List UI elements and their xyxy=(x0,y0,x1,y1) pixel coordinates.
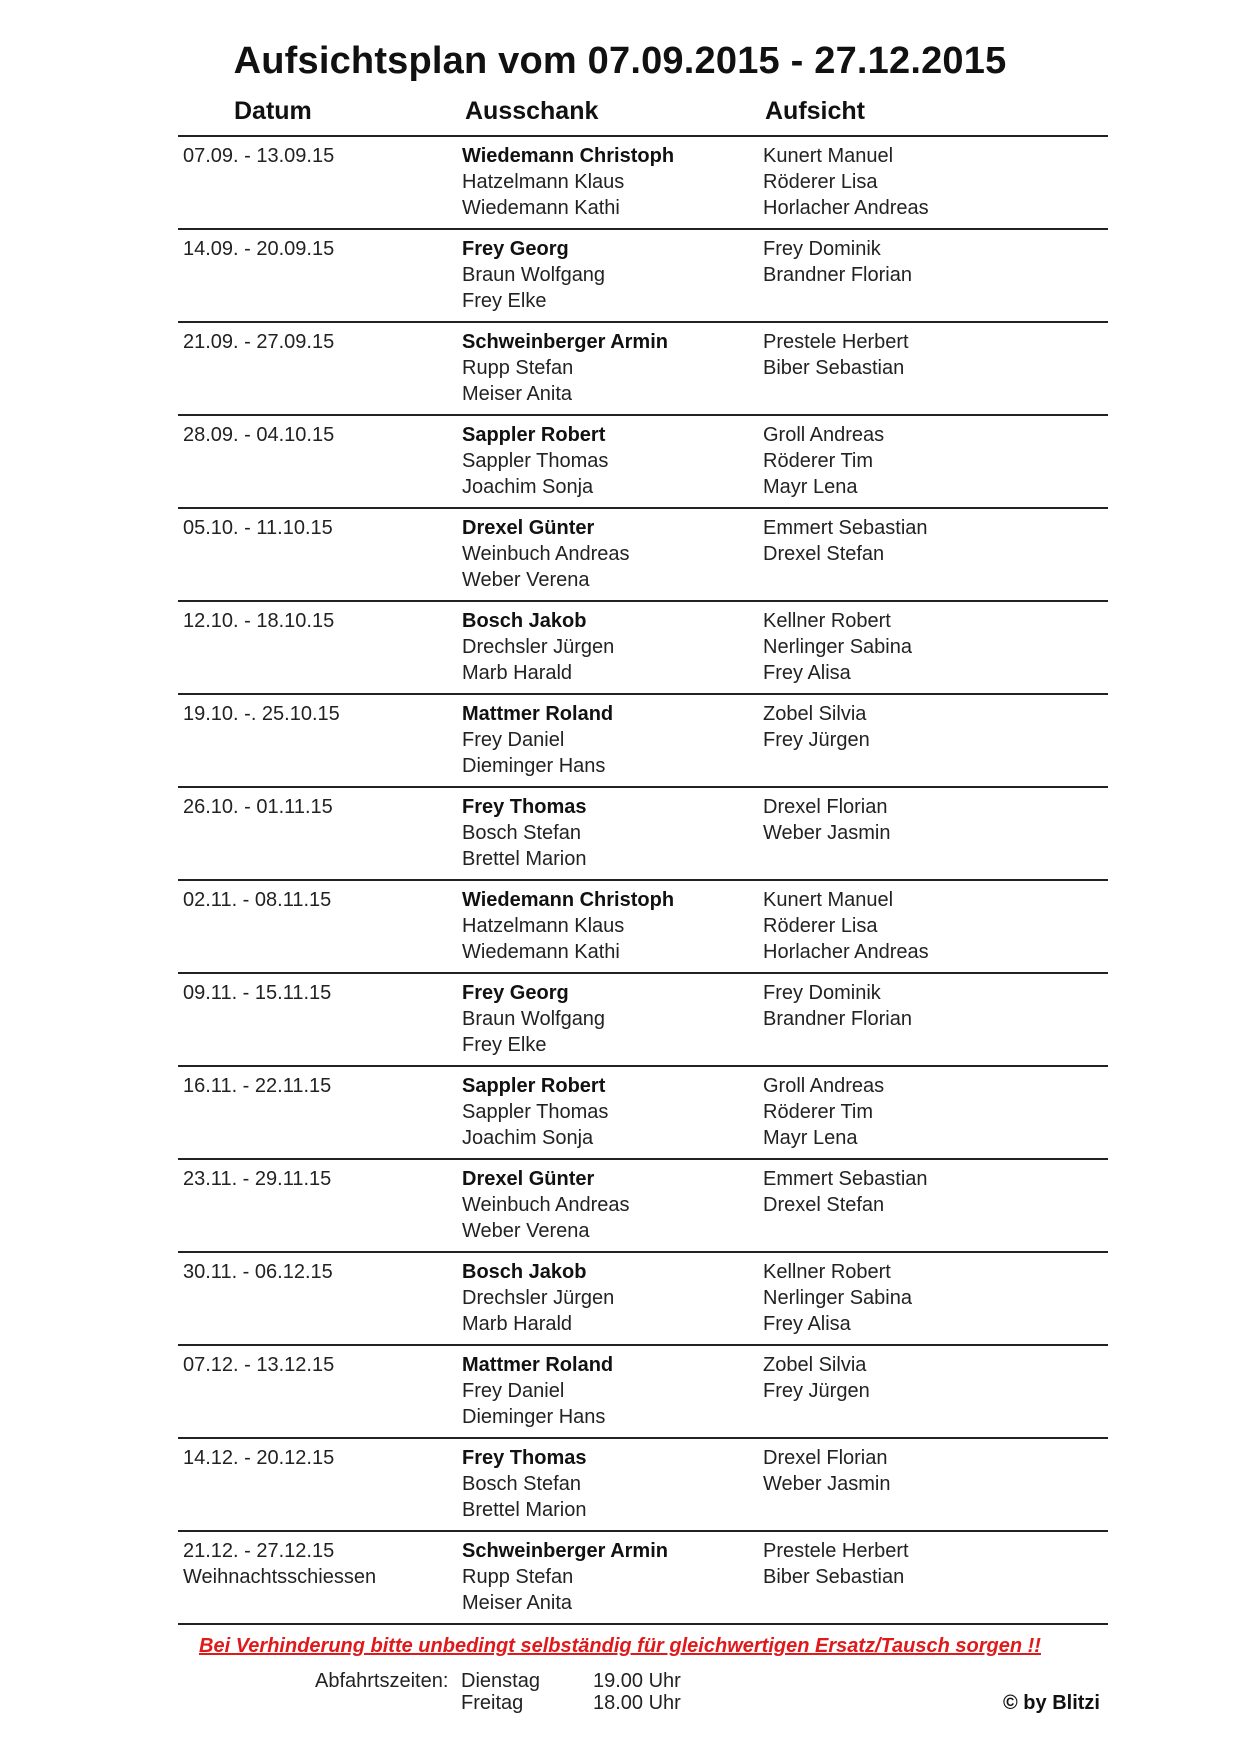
cell-line: Bosch Stefan xyxy=(462,1473,581,1495)
table-row xyxy=(178,1439,1108,1532)
cell-line: 21.09. - 27.09.15 xyxy=(183,331,335,353)
ausschank-cell xyxy=(462,236,752,314)
lead-name: Mattmer Roland xyxy=(462,703,614,725)
lead-name: Wiedemann Christoph xyxy=(462,145,675,167)
table-row xyxy=(178,788,1108,881)
cell-line: 05.10. - 11.10.15 xyxy=(183,517,333,539)
cell-line: 14.12. - 20.12.15 xyxy=(183,1447,335,1469)
ausschank-cell xyxy=(462,422,752,500)
cell-line: 30.11. - 06.12.15 xyxy=(183,1261,333,1283)
ausschank-cell xyxy=(462,701,752,779)
cell-line: Weber Jasmin xyxy=(763,822,891,844)
cell-line: Brandner Florian xyxy=(763,1008,912,1030)
date-cell xyxy=(183,236,453,262)
aufsicht-cell xyxy=(763,980,1103,1032)
cell-line: Weber Verena xyxy=(462,569,590,591)
cell-line: Horlacher Andreas xyxy=(763,197,929,219)
aufsicht-cell xyxy=(763,887,1103,965)
cell-line: Röderer Tim xyxy=(763,450,874,472)
lead-name: Drexel Günter xyxy=(462,517,595,539)
cell-line: Prestele Herbert xyxy=(763,1540,909,1562)
ausschank-cell xyxy=(462,1352,752,1430)
cell-line: Mayr Lena xyxy=(763,476,858,498)
date-cell xyxy=(183,143,453,169)
cell-line: 02.11. - 08.11.15 xyxy=(183,889,332,911)
ausschank-cell xyxy=(462,887,752,965)
ausschank-cell xyxy=(462,143,752,221)
cell-line: Röderer Lisa xyxy=(763,171,878,193)
date-cell xyxy=(183,701,453,727)
cell-line: Weinbuch Andreas xyxy=(462,1194,630,1216)
cell-line: Kellner Robert xyxy=(763,610,891,632)
lead-name: Mattmer Roland xyxy=(462,1354,614,1376)
lead-name: Sappler Robert xyxy=(462,424,606,446)
aufsicht-cell xyxy=(763,329,1103,381)
cell-line: Drechsler Jürgen xyxy=(462,636,615,658)
cell-line: Marb Harald xyxy=(462,1313,573,1335)
table-row xyxy=(178,974,1108,1067)
departure-day-2: Freitag xyxy=(461,1692,524,1714)
lead-name: Bosch Jakob xyxy=(462,1261,587,1283)
aufsicht-cell xyxy=(763,515,1103,567)
departure-day-1: Dienstag xyxy=(461,1670,540,1692)
cell-line: Joachim Sonja xyxy=(462,1127,594,1149)
cell-line: Brettel Marion xyxy=(462,1499,587,1521)
cell-line: 26.10. - 01.11.15 xyxy=(183,796,333,818)
ausschank-cell xyxy=(462,794,752,872)
column-header-ausschank: Ausschank xyxy=(465,97,599,125)
table-row xyxy=(178,137,1108,230)
aufsicht-cell xyxy=(763,1538,1103,1590)
departure-label: Abfahrtszeiten: xyxy=(315,1670,449,1692)
cell-line: Sappler Thomas xyxy=(462,1101,609,1123)
cell-line: 09.11. - 15.11.15 xyxy=(183,982,332,1004)
cell-line: Horlacher Andreas xyxy=(763,941,929,963)
cell-line: Zobel Silvia xyxy=(763,1354,867,1376)
table-row xyxy=(178,509,1108,602)
table-row xyxy=(178,881,1108,974)
copyright-note: © by Blitzi xyxy=(1003,1692,1100,1714)
ausschank-cell xyxy=(462,1259,752,1337)
cell-line: Biber Sebastian xyxy=(763,1566,905,1588)
cell-line: Weber Verena xyxy=(462,1220,590,1242)
date-cell xyxy=(183,794,453,820)
aufsicht-cell xyxy=(763,236,1103,288)
cell-line: Kellner Robert xyxy=(763,1261,891,1283)
aufsicht-cell xyxy=(763,1073,1103,1151)
cell-line: Hatzelmann Klaus xyxy=(462,915,625,937)
column-header-datum: Datum xyxy=(234,97,312,125)
cell-line: 07.12. - 13.12.15 xyxy=(183,1354,335,1376)
lead-name: Wiedemann Christoph xyxy=(462,889,675,911)
table-row xyxy=(178,695,1108,788)
cell-line: Drexel Stefan xyxy=(763,1194,885,1216)
ausschank-cell xyxy=(462,1073,752,1151)
cell-line: Frey Jürgen xyxy=(763,1380,870,1402)
cell-line: Wiedemann Kathi xyxy=(462,197,620,219)
aufsicht-cell xyxy=(763,794,1103,846)
cell-line: Braun Wolfgang xyxy=(462,264,606,286)
aufsicht-cell xyxy=(763,1445,1103,1497)
table-row xyxy=(178,416,1108,509)
date-cell xyxy=(183,1166,453,1192)
cell-line: Kunert Manuel xyxy=(763,889,894,911)
cell-line: Dieminger Hans xyxy=(462,755,606,777)
table-row xyxy=(178,1346,1108,1439)
table-row xyxy=(178,230,1108,323)
date-cell xyxy=(183,608,453,634)
cell-line: 14.09. - 20.09.15 xyxy=(183,238,335,260)
table-row xyxy=(178,323,1108,416)
cell-line: 16.11. - 22.11.15 xyxy=(183,1075,332,1097)
cell-line: Drechsler Jürgen xyxy=(462,1287,615,1309)
cell-line: Drexel Florian xyxy=(763,796,888,818)
cell-line: Meiser Anita xyxy=(462,383,573,405)
cell-line: Frey Daniel xyxy=(462,729,565,751)
date-cell xyxy=(183,980,453,1006)
cell-line: Emmert Sebastian xyxy=(763,1168,928,1190)
date-cell xyxy=(183,1352,453,1378)
cell-line: Bosch Stefan xyxy=(462,822,581,844)
aufsicht-cell xyxy=(763,1259,1103,1337)
cell-line: Frey Alisa xyxy=(763,662,851,684)
cell-line: Biber Sebastian xyxy=(763,357,905,379)
date-cell xyxy=(183,422,453,448)
cell-line: Brandner Florian xyxy=(763,264,912,286)
aufsicht-cell xyxy=(763,701,1103,753)
cell-line: 19.10. -. 25.10.15 xyxy=(183,703,340,725)
aufsicht-cell xyxy=(763,422,1103,500)
cell-line: Weber Jasmin xyxy=(763,1473,891,1495)
cell-line: Emmert Sebastian xyxy=(763,517,928,539)
cell-line: Zobel Silvia xyxy=(763,703,867,725)
schedule-table xyxy=(178,137,1108,1625)
table-row xyxy=(178,1067,1108,1160)
date-cell xyxy=(183,1259,453,1285)
ausschank-cell xyxy=(462,1445,752,1523)
cell-line: Frey Dominik xyxy=(763,238,881,260)
cell-line: Nerlinger Sabina xyxy=(763,1287,912,1309)
lead-name: Schweinberger Armin xyxy=(462,331,668,353)
cell-line: Dieminger Hans xyxy=(462,1406,606,1428)
cell-line: Hatzelmann Klaus xyxy=(462,171,625,193)
cell-line: Braun Wolfgang xyxy=(462,1008,606,1030)
cell-line: Frey Dominik xyxy=(763,982,881,1004)
cell-line: Weinbuch Andreas xyxy=(462,543,630,565)
cell-line: Röderer Tim xyxy=(763,1101,874,1123)
cell-line: Kunert Manuel xyxy=(763,145,894,167)
column-header-aufsicht: Aufsicht xyxy=(765,97,865,125)
cell-line: Mayr Lena xyxy=(763,1127,858,1149)
date-cell xyxy=(183,1073,453,1099)
lead-name: Sappler Robert xyxy=(462,1075,606,1097)
date-cell xyxy=(183,515,453,541)
cell-line: Rupp Stefan xyxy=(462,1566,574,1588)
ausschank-cell xyxy=(462,608,752,686)
cell-line: 23.11. - 29.11.15 xyxy=(183,1168,332,1190)
cell-line: Nerlinger Sabina xyxy=(763,636,912,658)
cell-line: Prestele Herbert xyxy=(763,331,909,353)
date-cell xyxy=(183,887,453,913)
cell-line: Wiedemann Kathi xyxy=(462,941,620,963)
cell-line: 12.10. - 18.10.15 xyxy=(183,610,335,632)
table-row xyxy=(178,1160,1108,1253)
cell-line: Brettel Marion xyxy=(462,848,587,870)
date-cell xyxy=(183,1445,453,1471)
lead-name: Bosch Jakob xyxy=(462,610,587,632)
departure-time-2: 18.00 Uhr xyxy=(593,1692,681,1714)
ausschank-cell xyxy=(462,329,752,407)
lead-name: Drexel Günter xyxy=(462,1168,595,1190)
lead-name: Frey Georg xyxy=(462,982,569,1004)
cell-line: Röderer Lisa xyxy=(763,915,878,937)
page-title: Aufsichtsplan vom 07.09.2015 - 27.12.2015 xyxy=(233,40,1007,82)
cell-line: Frey Alisa xyxy=(763,1313,851,1335)
cell-line: Groll Andreas xyxy=(763,1075,885,1097)
lead-name: Schweinberger Armin xyxy=(462,1540,668,1562)
ausschank-cell xyxy=(462,1166,752,1244)
ausschank-cell xyxy=(462,1538,752,1616)
date-cell xyxy=(183,1538,453,1590)
cell-line: Joachim Sonja xyxy=(462,476,594,498)
cell-line: Sappler Thomas xyxy=(462,450,609,472)
ausschank-cell xyxy=(462,515,752,593)
table-row xyxy=(178,1532,1108,1625)
cell-line: Frey Elke xyxy=(462,290,547,312)
cell-line: Frey Elke xyxy=(462,1034,547,1056)
aufsicht-cell xyxy=(763,143,1103,221)
cell-line: Frey Daniel xyxy=(462,1380,565,1402)
cell-line: Groll Andreas xyxy=(763,424,885,446)
cell-line: 21.12. - 27.12.15 xyxy=(183,1540,335,1562)
cell-line: Weihnachtsschiessen xyxy=(183,1566,377,1588)
date-cell xyxy=(183,329,453,355)
cell-line: Drexel Stefan xyxy=(763,543,885,565)
aufsicht-cell xyxy=(763,1352,1103,1404)
cell-line: Frey Jürgen xyxy=(763,729,870,751)
aufsicht-cell xyxy=(763,608,1103,686)
cell-line: Meiser Anita xyxy=(462,1592,573,1614)
lead-name: Frey Thomas xyxy=(462,796,587,818)
table-row xyxy=(178,602,1108,695)
cell-line: 07.09. - 13.09.15 xyxy=(183,145,335,167)
cell-line: Rupp Stefan xyxy=(462,357,574,379)
lead-name: Frey Georg xyxy=(462,238,569,260)
aufsicht-cell xyxy=(763,1166,1103,1218)
cell-line: Marb Harald xyxy=(462,662,573,684)
ausschank-cell xyxy=(462,980,752,1058)
warning-notice: Bei Verhinderung bitte unbedingt selbständig für gleichwertigen Ersatz/Tausch sorgen !! xyxy=(199,1635,1041,1657)
cell-line: Drexel Florian xyxy=(763,1447,888,1469)
cell-line: 28.09. - 04.10.15 xyxy=(183,424,335,446)
table-row xyxy=(178,1253,1108,1346)
lead-name: Frey Thomas xyxy=(462,1447,587,1469)
departure-time-1: 19.00 Uhr xyxy=(593,1670,681,1692)
